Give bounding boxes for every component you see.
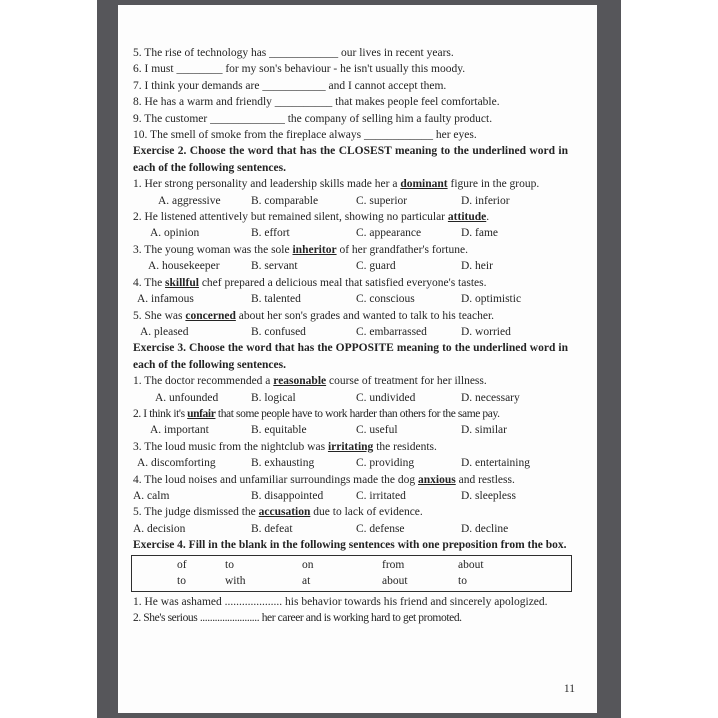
underlined-word: attitude: [447, 211, 487, 224]
option-A: A. important: [150, 424, 209, 437]
sentence-text: 5. The judge dismissed the: [133, 506, 259, 519]
exercise1-item: 9. The customer _____________ the company of selling him a faulty product.: [133, 112, 493, 125]
option-C: C. defense: [356, 522, 405, 535]
option-C: C. undivided: [356, 391, 416, 404]
preposition-word: with: [225, 574, 246, 587]
option-B: B. talented: [251, 293, 301, 306]
options-row: [133, 258, 568, 274]
sentence-text: of her grandfather's fortune.: [336, 243, 468, 256]
option-B: B. logical: [251, 391, 296, 404]
option-A: A. opinion: [150, 227, 200, 240]
option-D: D. similar: [461, 424, 507, 437]
sentence-text: due to lack of evidence.: [310, 506, 423, 519]
options-row: [133, 422, 568, 438]
sentence-text: 1. The doctor recommended a: [133, 375, 274, 388]
exercise1-item: 8. He has a warm and friendly __________ that makes people feel comfortable.: [133, 96, 500, 109]
exercise-sentence: [133, 504, 568, 520]
underlined-word: reasonable: [273, 375, 327, 388]
document-page: [118, 5, 597, 713]
option-D: D. inferior: [461, 194, 510, 207]
option-B: B. confused: [251, 325, 306, 338]
preposition-word: to: [458, 574, 467, 587]
option-B: B. servant: [251, 260, 298, 273]
exercise-sentence: [133, 242, 568, 258]
option-C: C. useful: [356, 424, 398, 437]
option-D: D. heir: [461, 260, 493, 273]
exercise4-item: 2. She's serious ........................ her career and is working hard to get promoted.: [133, 612, 462, 625]
option-D: D. necessary: [461, 391, 520, 404]
option-A: A. decision: [133, 522, 186, 535]
sentence-text: 4. The loud noises and unfamiliar surroundings made the dog: [133, 473, 419, 486]
option-C: C. guard: [356, 260, 396, 273]
exercise2-heading: Exercise 2. Choose the word that has the CLOSEST meaning to the underlined word in each of the following sentences.: [133, 145, 568, 174]
exercise1-items: [133, 45, 568, 143]
sentence-text: .: [486, 211, 490, 224]
underlined-word: irritating: [327, 440, 374, 453]
underlined-word: skillful: [165, 276, 199, 289]
underlined-word: dominant: [400, 178, 448, 191]
sentence-text: 3. The young woman was the sole: [133, 243, 293, 256]
underlined-word: accusation: [258, 506, 311, 519]
preposition-word: of: [177, 558, 187, 571]
exercise-sentence: [133, 472, 568, 488]
option-B: B. effort: [251, 227, 290, 240]
option-C: C. appearance: [356, 227, 422, 240]
option-A: A. calm: [133, 489, 170, 502]
preposition-word: about: [382, 574, 408, 587]
option-D: D. decline: [461, 522, 509, 535]
underlined-word: concerned: [185, 309, 236, 322]
page-content: [133, 45, 568, 627]
sentence-text: figure in the group.: [447, 178, 540, 191]
exercise-sentence: [133, 439, 568, 455]
exercise-sentence: [133, 406, 568, 422]
sentence-text: the residents.: [373, 440, 437, 453]
exercise-sentence: [133, 275, 568, 291]
exercise1-item: 10. The smell of smoke from the fireplace always ____________ her eyes.: [133, 129, 477, 142]
preposition-word: on: [302, 558, 314, 571]
preposition-row: [132, 573, 571, 589]
option-A: A. pleased: [140, 325, 189, 338]
exercise4-heading: Exercise 4. Fill in the blank in the following sentences with one preposition from the box.: [133, 539, 567, 552]
exercise4-item: 1. He was ashamed .................... his behavior towards his friend and sincerely apologized.: [133, 596, 548, 608]
options-row: [133, 521, 568, 537]
option-A: A. housekeeper: [148, 260, 220, 273]
underlined-word: anxious: [418, 473, 456, 486]
exercise3-items: [133, 373, 568, 537]
sentence-text: 4. The: [133, 276, 166, 289]
preposition-word: to: [225, 558, 234, 571]
page-frame: [97, 0, 621, 718]
option-B: B. disappointed: [251, 489, 324, 502]
option-C: C. irritated: [356, 489, 406, 502]
exercise2-items: [133, 176, 568, 340]
sentence-text: 2. He listened attentively but remained silent, showing no particular: [133, 211, 448, 224]
option-D: D. optimistic: [461, 293, 522, 306]
page-number: 11: [563, 683, 575, 695]
options-row: [133, 455, 568, 471]
option-A: A. discomforting: [137, 457, 216, 470]
options-row: [133, 193, 568, 209]
option-B: B. equitable: [251, 424, 307, 437]
exercise-sentence: [133, 308, 568, 324]
option-B: B. defeat: [251, 522, 293, 535]
sentence-text: 5. She was: [133, 309, 186, 322]
option-D: D. worried: [461, 325, 511, 338]
preposition-word: from: [382, 558, 405, 571]
sentence-text: about her son's grades and wanted to talk to his teacher.: [235, 309, 495, 322]
underlined-word: inheritor: [292, 243, 337, 256]
exercise3-heading: Exercise 3. Choose the word that has the OPPOSITE meaning to the underlined word in each of the following sentences.: [133, 342, 568, 371]
preposition-box: [131, 555, 572, 592]
options-row: [133, 291, 568, 307]
option-A: A. unfounded: [155, 391, 219, 404]
sentence-text: that some people have to work harder than others for the same pay.: [215, 407, 500, 420]
option-C: C. providing: [356, 457, 415, 470]
exercise1-item: 7. I think your demands are ___________ and I cannot accept them.: [133, 79, 447, 92]
options-row: [133, 225, 568, 241]
preposition-word: at: [302, 574, 311, 587]
options-row: [133, 488, 568, 504]
option-A: A. aggressive: [158, 194, 221, 207]
option-B: B. exhausting: [251, 457, 315, 470]
options-row: [133, 324, 568, 340]
option-A: A. infamous: [137, 293, 194, 306]
option-D: D. fame: [461, 227, 499, 240]
sentence-text: chef prepared a delicious meal that satisfied everyone's tastes.: [198, 276, 487, 289]
options-row: [133, 390, 568, 406]
exercise-sentence: [133, 176, 568, 192]
exercise-sentence: [133, 373, 568, 389]
preposition-word: to: [177, 574, 186, 587]
option-C: C. embarrassed: [356, 325, 427, 338]
preposition-word: about: [458, 558, 484, 571]
sentence-text: 2. I think it's: [133, 407, 188, 420]
sentence-text: and restless.: [455, 473, 515, 486]
option-C: C. conscious: [356, 293, 415, 306]
exercise1-item: 5. The rise of technology has ____________ our lives in recent years.: [133, 47, 454, 59]
option-D: D. entertaining: [461, 457, 530, 470]
option-D: D. sleepless: [461, 489, 516, 502]
option-C: C. superior: [356, 194, 408, 207]
exercise4-items: [133, 594, 568, 627]
exercise1-item: 6. I must ________ for my son's behaviour - he isn't usually this moody.: [133, 63, 466, 76]
sentence-text: 1. Her strong personality and leadership skills made her a: [133, 178, 401, 191]
sentence-text: 3. The loud music from the nightclub was: [133, 440, 328, 453]
exercise-sentence: [133, 209, 568, 225]
underlined-word: unfair: [187, 407, 216, 420]
option-B: B. comparable: [251, 194, 319, 207]
sentence-text: course of treatment for her illness.: [326, 375, 487, 388]
preposition-row: [132, 557, 571, 573]
